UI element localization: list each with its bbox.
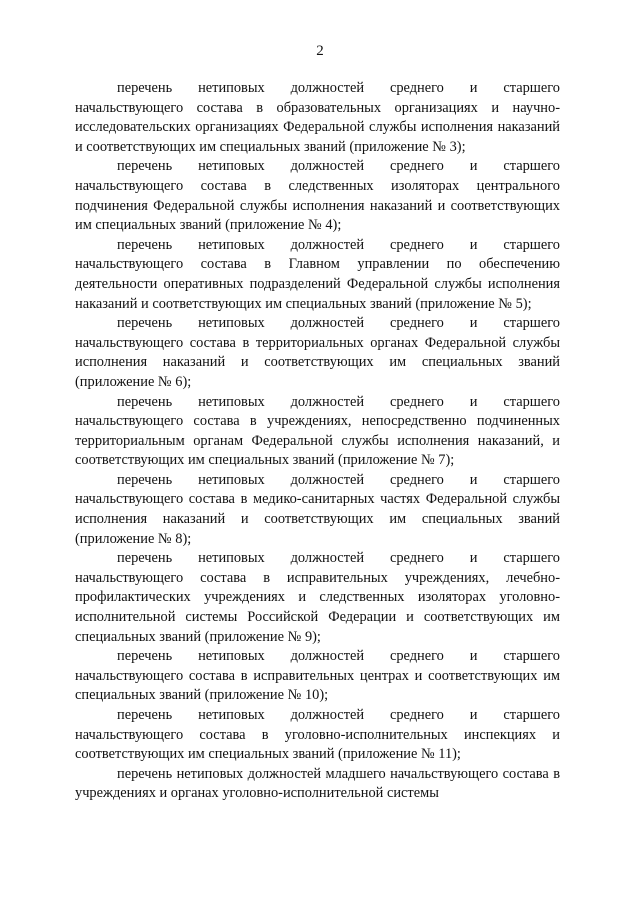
paragraph-appendix-6: перечень нетиповых должностей среднего и старшего начальствующего состава в территориальных органах Федеральной службы исполнения наказаний и соответствующих им специальных званий (приложение № 6); xyxy=(75,315,560,390)
document-body xyxy=(75,79,560,804)
paragraph-appendix-5: перечень нетиповых должностей среднего и старшего начальствующего состава в Главном управлении по обеспечению деятельности оперативных подразделений Федеральной службы исполнения наказаний и соответствующих им специальных званий (приложение № 5); xyxy=(75,236,560,312)
paragraph-appendix-3: перечень нетиповых должностей среднего и старшего начальствующего состава в образовательных организациях и научно-исследовательских организациях Федеральной службы исполнения наказаний и соответствующих им специальных званий (приложение № 3); xyxy=(75,80,560,155)
paragraph-appendix-10: перечень нетиповых должностей среднего и старшего начальствующего состава в исправительных центрах и соответствующих им специальных званий (приложение № 10); xyxy=(75,648,560,704)
paragraph-appendix-4: перечень нетиповых должностей среднего и старшего начальствующего состава в следственных изоляторах центрального подчинения Федеральной службы исполнения наказаний и соответствующих им специальных званий (приложение № 4); xyxy=(75,158,560,234)
paragraph-appendix-9: перечень нетиповых должностей среднего и старшего начальствующего состава в исправительных учреждениях, лечебно-профилактических учреждениях и следственных изоляторах уголовно-исполнительной системы Российской Федерации и соответствующих им специальных званий (приложение № 9); xyxy=(75,550,560,645)
page-number: 2 xyxy=(316,43,324,59)
paragraph-appendix-8: перечень нетиповых должностей среднего и старшего начальствующего состава в медико-санитарных частях Федеральной службы исполнения наказаний и соответствующих им специальных званий (приложение № 8); xyxy=(75,471,560,547)
paragraph-junior-staff: перечень нетиповых должностей младшего начальствующего состава в учреждениях и органах уголовно-исполнительной системы xyxy=(75,765,560,802)
paragraph-appendix-7: перечень нетиповых должностей среднего и старшего начальствующего состава в учреждениях, непосредственно подчиненных территориальным органам Федеральной службы исполнения наказаний, и соответствующих им специальных званий (приложение № 7); xyxy=(75,393,560,469)
paragraph-appendix-11: перечень нетиповых должностей среднего и старшего начальствующего состава в уголовно-исполнительных инспекциях и соответствующих им специальных званий (приложение № 11); xyxy=(75,707,560,763)
